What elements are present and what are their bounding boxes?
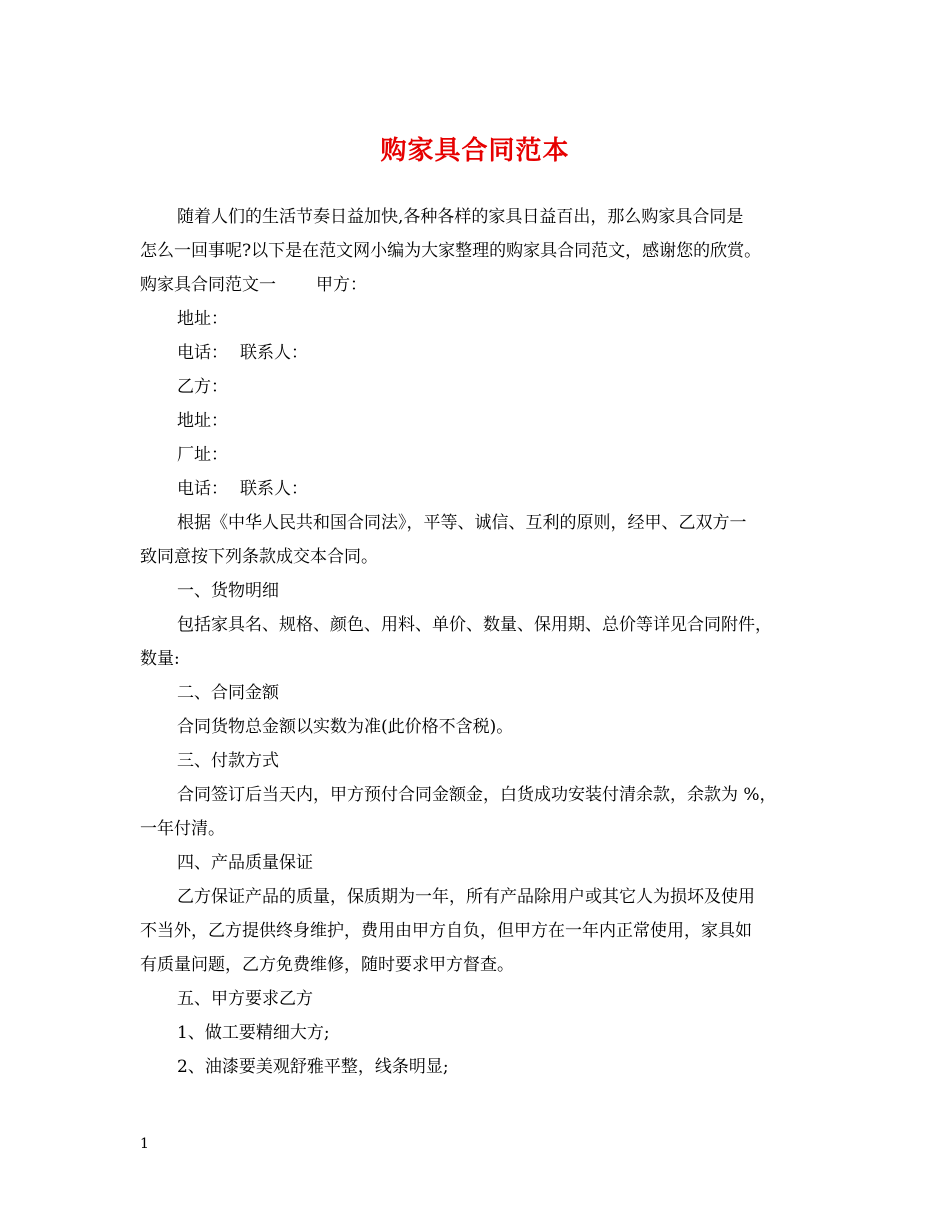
party-b-address: 地址：: [177, 411, 228, 431]
document-title: 购家具合同范本: [380, 136, 570, 166]
party-a-contact: 联系人：: [240, 343, 308, 363]
intro-line-1: 随着人们的生活节奏日益加快,各种各样的家具日益百出，那么购家具合同是: [177, 207, 744, 227]
section-1-line-2: 数量:: [140, 649, 180, 669]
intro-line-2: 怎么一回事呢?以下是在范文网小编为大家整理的购家具合同范文，感谢您的欣赏。: [140, 241, 762, 261]
section-4-line-2: 不当外，乙方提供终身维护，费用由甲方自负，但甲方在一年内正常使用，家具如: [140, 921, 752, 941]
sample-heading-line: [140, 268, 820, 302]
section-3-line-2: 一年付清。: [140, 819, 225, 839]
page-number: 1: [140, 1136, 149, 1152]
section-1-line-1: 包括家具名、规格、颜色、用料、单价、数量、保用期、总价等详见合同附件，: [177, 615, 772, 635]
sample-heading: 购家具合同范文一: [140, 275, 276, 295]
section-2-text: 合同货物总金额以实数为准(此价格不含税)。: [177, 717, 514, 737]
party-b-phone: 电话：: [177, 479, 228, 499]
document-body: [140, 200, 820, 1084]
section-4-line-3: 有质量问题，乙方免费维修，随时要求甲方督查。: [140, 955, 514, 975]
party-b-contact: 联系人：: [240, 479, 308, 499]
party-a-address: 地址：: [177, 309, 228, 329]
section-3-title: 三、付款方式: [177, 751, 279, 771]
party-a-phone-line: [140, 336, 820, 370]
party-b-label: 乙方：: [177, 377, 228, 397]
section-5-title: 五、甲方要求乙方: [177, 989, 313, 1009]
section-2-title: 二、合同金额: [177, 683, 279, 703]
basis-line-1: 根据《中华人民共和国合同法》，平等、诚信、互利的原则，经甲、乙双方一: [177, 513, 747, 533]
section-3-line-1: 合同签订后当天内，甲方预付合同金额金，白货成功安装付清余款，余款为 %，: [177, 785, 777, 805]
party-a-label: 甲方：: [316, 275, 367, 295]
party-b-factory: 厂址：: [177, 445, 228, 465]
party-a-phone: 电话：: [177, 343, 228, 363]
section-4-title: 四、产品质量保证: [177, 853, 313, 873]
section-5-item-2: 2、油漆要美观舒雅平整，线条明显;: [177, 1057, 449, 1077]
section-4-line-1: 乙方保证产品的质量，保质期为一年，所有产品除用户或其它人为损坏及使用: [177, 887, 755, 907]
basis-line-2: 致同意按下列条款成交本合同。: [140, 547, 378, 567]
section-1-title: 一、货物明细: [177, 581, 279, 601]
party-b-phone-line: [140, 472, 820, 506]
section-5-item-1: 1、做工要精细大方;: [177, 1023, 330, 1043]
